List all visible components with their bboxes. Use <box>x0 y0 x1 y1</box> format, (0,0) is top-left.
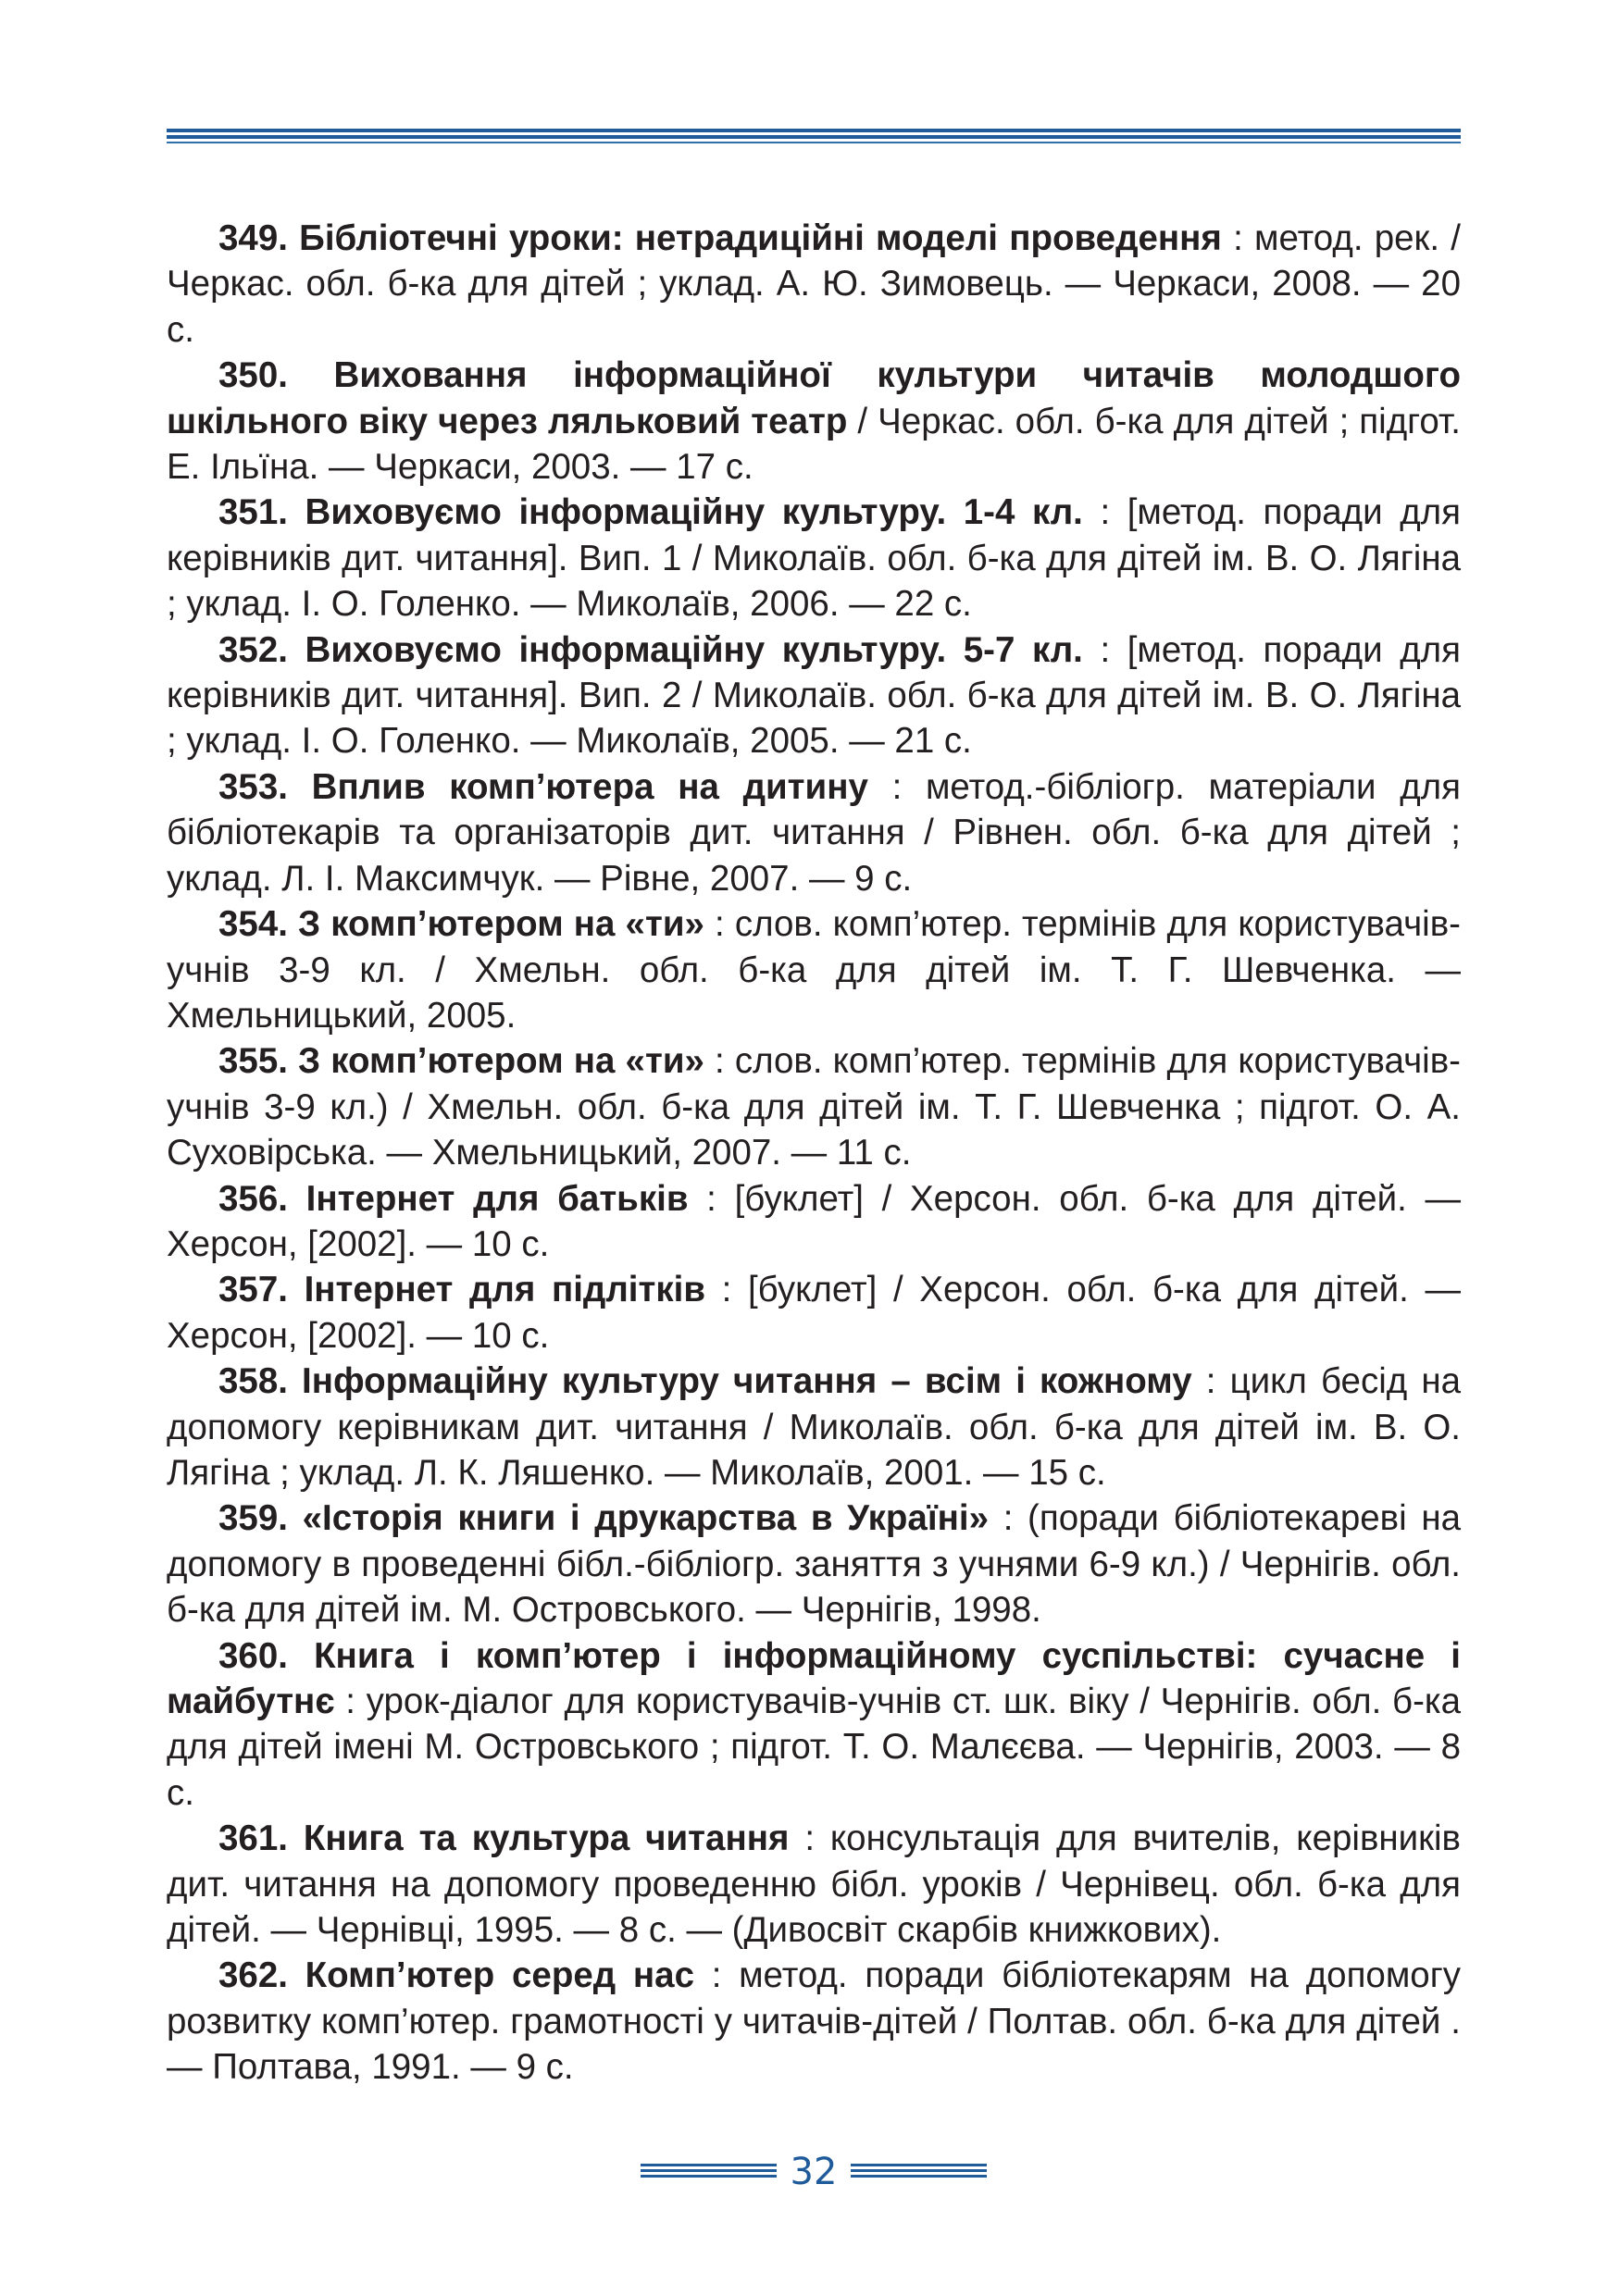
entry-title: Інтернет для підлітків <box>304 1270 705 1310</box>
entry-number: 358. <box>218 1361 288 1402</box>
entry-number: 352. <box>218 629 288 670</box>
footer-rule-line <box>641 2175 777 2178</box>
bibliography-entry <box>167 1816 1461 1953</box>
header-rule <box>167 129 1461 146</box>
footer-rule-line <box>641 2169 777 2172</box>
entry-title: «Історія книги і друкарства в Україні» <box>302 1498 990 1539</box>
bibliography-entry <box>167 1267 1461 1359</box>
entry-title: Інформаційну культуру читання – всім і кожному <box>302 1361 1192 1402</box>
header-rule-line <box>167 142 1461 143</box>
entry-description: : метод. рек. / Черкас. обл. б-ка для дітей ; уклад. А. Ю. Зимовець. — Черкаси, 2008. — 20 с. <box>167 218 1461 350</box>
entry-description: : урок-діалог для користувачів-учнів ст. шк. віку / Чернігів. обл. б-ка для дітей імені М. Островського ; підгот. Т. О. Малєєва. — Чернігів, 2003. — 8 с. <box>167 1682 1461 1813</box>
entry-number: 354. <box>218 904 288 945</box>
page-number: 32 <box>790 2151 838 2193</box>
entry-number: 362. <box>218 1955 288 1996</box>
entry-description: / Черкас. обл. б-ка для дітей ; підгот. Е. Ільїна. — Черкаси, 2003. — 17 с. <box>167 401 1461 488</box>
footer-rule-line <box>851 2169 987 2172</box>
entry-description: : [буклет] / Херсон. обл. б-ка для дітей. — Херсон, [2002]. — 10 с. <box>167 1270 1461 1356</box>
entry-description: : метод.-бібліогр. матеріали для бібліотекарів та організаторів дит. читання / Рівнен. обл. б-ка для дітей ; уклад. Л. І. Максимчук. — Рівне, 2007. — 9 с. <box>167 766 1461 899</box>
bibliography-entry <box>167 216 1461 353</box>
entry-number: 351. <box>218 492 288 533</box>
entry-description: : метод. поради бібліотекарям на допомогу розвитку комп’ютер. грамотності у читачів-дітей / Полтав. обл. б-ка для дітей . — Полтава, 1991. — 9 с. <box>167 1955 1461 2088</box>
entry-number: 361. <box>218 1818 288 1859</box>
bibliography-entry <box>167 1176 1461 1268</box>
bibliography-entry <box>167 1359 1461 1496</box>
entry-number: 357. <box>218 1270 288 1310</box>
footer-rule-line <box>641 2164 777 2166</box>
header-rule-line <box>167 129 1461 132</box>
entry-title: Вплив комп’ютера на дитину <box>311 766 868 807</box>
entry-title: З комп’ютером на «ти» <box>298 1041 704 1082</box>
page-footer <box>0 2149 1619 2195</box>
entry-description: : [метод. поради для керівників дит. читання]. Вип. 2 / Миколаїв. обл. б-ка для дітей ім. В. О. Лягіна ; уклад. І. О. Голенко. — Миколаїв, 2005. — 21 с. <box>167 629 1461 762</box>
entry-number: 356. <box>218 1178 288 1219</box>
entry-number: 350. <box>218 355 288 396</box>
bibliography-list <box>167 216 1461 2091</box>
header-rule-line <box>167 135 1461 139</box>
bibliography-entry <box>167 1038 1461 1175</box>
bibliography-entry <box>167 764 1461 901</box>
footer-rule-line <box>851 2164 987 2166</box>
entry-title: Книга та культура читання <box>303 1818 790 1859</box>
entry-title: Виховуємо інформаційну культуру. 1-4 кл. <box>305 492 1083 533</box>
entry-title: Книга і комп’ютер і інформаційному суспільстві: сучасне і майбутнє <box>167 1635 1461 1721</box>
entry-description: : [буклет] / Херсон. обл. б-ка для дітей. — Херсон, [2002]. — 10 с. <box>167 1178 1461 1264</box>
bibliography-entry <box>167 1633 1461 1817</box>
bibliography-entry <box>167 1953 1461 2090</box>
entry-number: 359. <box>218 1498 288 1539</box>
bibliography-entry <box>167 901 1461 1038</box>
entry-title: Виховуємо інформаційну культуру. 5-7 кл. <box>305 629 1083 670</box>
entry-title: Бібліотечні уроки: нетрадиційні моделі проведення <box>299 218 1222 258</box>
entry-number: 353. <box>218 766 288 807</box>
entry-description: : консультація для вчителів, керівників дит. читання на допомогу проведенню бібл. уроків / Чернівец. обл. б-ка для дітей. — Чернівці, 1995. — 8 с. — (Дивосвіт скарбів книжкових). <box>167 1818 1462 1951</box>
footer-rule-left <box>641 2164 777 2180</box>
entry-title: Виховання інформаційної культури читачів молодшого шкільного віку через ляльковий театр <box>167 355 1461 441</box>
entry-title: З комп’ютером на «ти» <box>298 904 704 945</box>
entry-description: : [метод. поради для керівників дит. читання]. Вип. 1 / Миколаїв. обл. б-ка для дітей ім. В. О. Лягіна ; уклад. І. О. Голенко. — Миколаїв, 2006. — 22 с. <box>167 492 1461 625</box>
bibliography-entry <box>167 627 1461 764</box>
bibliography-entry <box>167 353 1461 490</box>
entry-title: Комп’ютер серед нас <box>305 1955 694 1996</box>
entry-number: 349. <box>218 218 288 258</box>
entry-description: : (поради бібліотекареві на допомогу в проведенні бібл.-бібліогр. заняття з учнями 6-9 кл.) / Чернігів. обл. б-ка для дітей ім. М. Островського. — Чернігів, 1998. <box>167 1498 1461 1631</box>
footer-rule-line <box>851 2175 987 2178</box>
entry-number: 360. <box>218 1635 288 1676</box>
bibliography-entry <box>167 490 1461 627</box>
entry-description: : слов. комп’ютер. термінів для користувачів-учнів 3-9 кл. / Хмельн. обл. б-ка для дітей ім. Т. Г. Шевченка. — Хмельницький, 2005. <box>167 904 1461 1036</box>
entry-description: : слов. комп’ютер. термінів для користувачів-учнів 3-9 кл.) / Хмельн. обл. б-ка для дітей ім. Т. Г. Шевченка ; підгот. О. А. Суховірська. — Хмельницький, 2007. — 11 с. <box>167 1041 1461 1173</box>
bibliography-entry <box>167 1496 1461 1632</box>
footer-rule-right <box>851 2164 987 2180</box>
entry-title: Інтернет для батьків <box>305 1178 689 1219</box>
entry-number: 355. <box>218 1041 288 1082</box>
entry-description: : цикл бесід на допомогу керівникам дит. читання / Миколаїв. обл. б-ка для дітей ім. В. О. Лягіна ; уклад. Л. К. Ляшенко. — Миколаїв, 2001. — 15 с. <box>167 1361 1461 1493</box>
